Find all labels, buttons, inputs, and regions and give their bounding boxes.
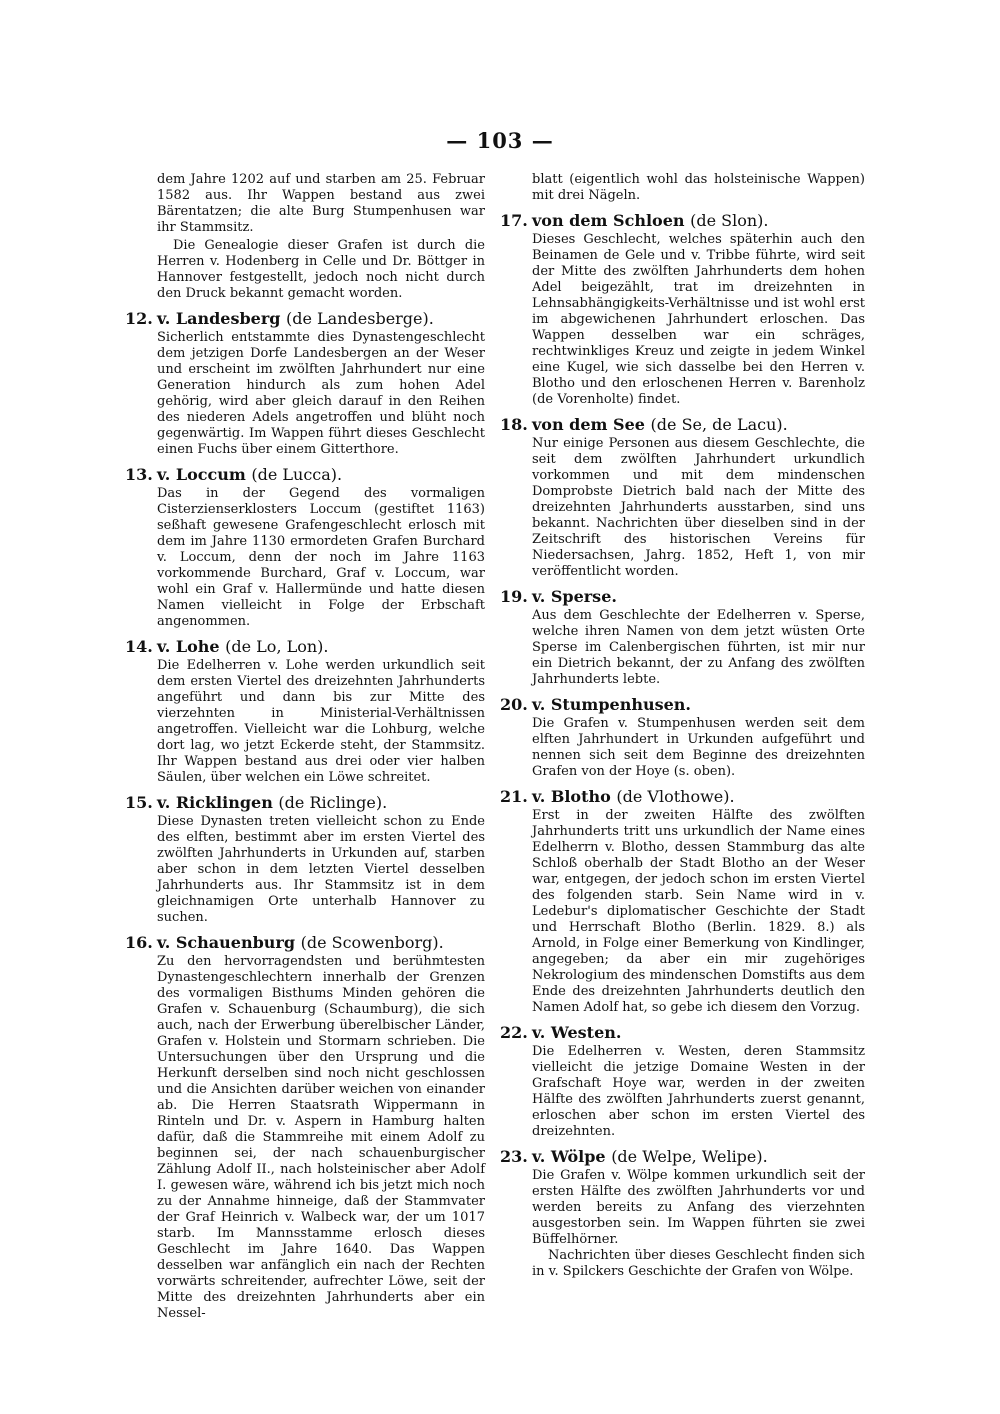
entry-number: 21.: [500, 787, 528, 806]
entry-heading: [500, 586, 865, 608]
entry-heading: [125, 932, 485, 954]
entry-number: 20.: [500, 695, 528, 714]
entry-21: [500, 786, 865, 1016]
entry-text: Die Grafen v. Stumpenhusen werden seit dem elften Jahrhundert in Urkunden aufgeführt und nennen sich seit dem Beginne des dreizehnten Grafen von der Hoye (s. oben).: [532, 716, 865, 779]
entry-text: Zu den hervorragendsten und berühmtesten Dynastengeschlechtern innerhalb der Grenzen des vormaligen Bisthums Minden gehören die Grafen v. Schauenburg (Schaumburg), die sich auch, nach der Erwerbung überelbischer Länder, Grafen v. Holstein und Stormarn schrieben. Die Untersuchungen über den Ursprung und die Herkunft derselben sind noch nicht geschlossen und die Ansichten darüber weichen von einander ab. Die Herren Staatsrath Wippermann in Rinteln und Dr. v. Aspern in Hamburg halten dafür, daß die Stammreihe mit einem Adolf zu beginnen sei, der nach schauenburgischer Zählung Adolf II., nach holsteinischer aber Adolf I. gewesen wäre, während ich bis jetzt mich noch zu der Annahme hinneige, daß der Stammvater der Graf Heinrich v. Walbeck war, der um 1017 starb. Im Mannsstamme erlosch dieses Geschlecht im Jahre 1640. Das Wappen desselben war anfänglich ein nach der Rechten vorwärts schreitender, aufrechter Löwe, seit der Mitte des dreizehnten Jahrhunderts aber ein Nessel-: [157, 954, 485, 1321]
entry-number: 12.: [125, 309, 153, 328]
entry-name: v. Wölpe: [532, 1147, 606, 1166]
entry-number: 17.: [500, 211, 528, 230]
entry-number: 14.: [125, 637, 153, 656]
entry-19: [500, 586, 865, 688]
entry-name: v. Stumpenhusen.: [532, 695, 691, 714]
entry-name: v. Schauenburg: [157, 933, 296, 952]
entry-heading: [500, 1022, 865, 1044]
entry-12: [125, 308, 485, 458]
entry-latin-name: (de Slon).: [690, 211, 769, 230]
entry-text: Nur einige Personen aus diesem Geschlechte, die seit dem zwölften Jahrhundert urkundlich vorkommen und mit dem mindenschen Domprobste Dietrich bald nach der Mitte des dreizehnten Jahrhunderts ausstarben, sind uns bekannt. Nachrichten über dieselben sind in der Zeitschrift des historischen Vereins für Niedersachsen, Jahrg. 1852, Heft 1, von mir veröffentlicht worden.: [532, 436, 865, 579]
entry-name: v. Blotho: [532, 787, 611, 806]
entry-name: v. Sperse.: [532, 587, 617, 606]
entry-latin-name: (de Lucca).: [251, 465, 343, 484]
entry-text: Die Edelherren v. Lohe werden urkundlich seit dem ersten Viertel des dreizehnten Jahrhunderts angeführt und dann bis zur Mitte des vierzehnten in Ministerial-Verhältnissen angetroffen. Vielleicht war die Lohburg, welche dort lag, wo jetzt Eckerde steht, der Stammsitz. Ihr Wappen bestand aus drei oder vier halben Säulen, über welchen ein Löwe schreitet.: [157, 658, 485, 785]
entry-heading: [500, 694, 865, 716]
entry-latin-name: (de Lo, Lon).: [225, 637, 329, 656]
entry-latin-name: (de Welpe, Welipe).: [611, 1147, 768, 1166]
entry-heading: [125, 464, 485, 486]
entry-14: [125, 636, 485, 786]
entry-text: Die Edelherren v. Westen, deren Stammsitz vielleicht die jetzige Domaine Westen in der Grafschaft Hoye war, werden in der zweiten Hälfte des zwölften Jahrhunderts zuerst genannt, erloschen aber schon im ersten Viertel des dreizehnten.: [532, 1044, 865, 1139]
entry-17: [500, 210, 865, 408]
entry-16: [125, 932, 485, 1322]
entry-name: von dem Schloen: [532, 211, 685, 230]
entry-latin-name: (de Vlothowe).: [616, 787, 735, 806]
entry-text: Erst in der zweiten Hälfte des zwölften Jahrhunderts tritt uns urkundlich der Name eines Edelherrn v. Blotho, dessen Stammburg das alte Schloß oberhalb der Stadt Blotho an der Weser war, entgegen, der jedoch schon im ersten Viertel des folgenden starb. Sein Name wird in v. Ledebur's diplomatischer Geschichte der Stadt und Herrschaft Blotho (Berlin. 1829. 8.) als Arnold, in Folge einer Bemerkung von Kindlinger, angegeben; da aber ein mir zugehöriges Nekrologium des mindenschen Domstifts aus dem Ende des dreizehnten Jahrhunderts deutlich den Namen Adolf hat, so gebe ich diesem den Vorzug.: [532, 808, 865, 1015]
entry-name: v. Lohe: [157, 637, 220, 656]
continued-paragraph: blatt (eigentlich wohl das holsteinische Wappen) mit drei Nägeln.: [532, 172, 865, 203]
continued-paragraph: dem Jahre 1202 auf und starben am 25. Februar 1582 aus. Ihr Wappen bestand aus zwei Bärentatzen; die alte Burg Stumpenhusen war ihr Stammsitz.: [157, 172, 485, 235]
entry-latin-name: (de Riclinge).: [278, 793, 388, 812]
entry-text: Diese Dynasten treten vielleicht schon zu Ende des elften, bestimmt aber im ersten Viertel des zwölften Jahrhunderts in Urkunden auf, starben aber schon in dem letzten Viertel desselben Jahrhunderts aus. Ihr Stammsitz ist in dem gleichnamigen Orte unterhalb Hannover zu suchen.: [157, 814, 485, 925]
entry-18: [500, 414, 865, 580]
entry-heading: [500, 414, 865, 436]
entry-heading: [500, 1146, 865, 1168]
entry-number: 19.: [500, 587, 528, 606]
entry-text-continued: Nachrichten über dieses Geschlecht finden sich in v. Spilckers Geschichte der Grafen von Wölpe.: [532, 1248, 865, 1279]
entry-20: [500, 694, 865, 780]
entry-text: Das in der Gegend des vormaligen Cisterzienserklosters Loccum (gestiftet 1163) seßhaft gewesene Grafengeschlecht erlosch mit dem im Jahre 1130 ermordeten Grafen Burchard v. Loccum, denn der noch im Jahre 1163 vorkommende Burchard, Graf v. Loccum, war wohl ein Graf v. Hallermünde und hatte diesen Namen vielleicht in Folge der Erbschaft angenommen.: [157, 486, 485, 629]
entry-heading: [125, 308, 485, 330]
entry-latin-name: (de Landesberge).: [286, 309, 434, 328]
entry-number: 23.: [500, 1147, 528, 1166]
entry-22: [500, 1022, 865, 1140]
genealogy-paragraph: Die Genealogie dieser Grafen ist durch die Herren v. Hodenberg in Celle und Dr. Böttger in Hannover festgestellt, jedoch noch nicht durch den Druck bekannt gemacht worden.: [157, 238, 485, 301]
entry-latin-name: (de Se, de Lacu).: [650, 415, 788, 434]
right-column: [500, 172, 865, 1280]
page-number: — 103 —: [446, 128, 554, 153]
entry-latin-name: (de Scowenborg).: [300, 933, 444, 952]
entry-heading: [125, 792, 485, 814]
entry-15: [125, 792, 485, 926]
entry-text: Sicherlich entstammte dies Dynastengeschlecht dem jetzigen Dorfe Landesbergen an der Weser und erscheint im zwölften Jahrhundert nur eine Generation hindurch als zum hohen Adel gehörig, wird aber gleich darauf in den Reihen des niederen Adels angetroffen und blüht noch gegenwärtig. Im Wappen führt dieses Geschlecht einen Fuchs über einem Gitterthore.: [157, 330, 485, 457]
entry-name: v. Ricklingen: [157, 793, 273, 812]
entry-13: [125, 464, 485, 630]
entry-text: Die Grafen v. Wölpe kommen urkundlich seit der ersten Hälfte des zwölften Jahrhunderts vor und werden bereits zu Anfang des vierzehnten ausgestorben sein. Im Wappen führten sie zwei Büffelhörner.: [532, 1168, 865, 1247]
entry-number: 13.: [125, 465, 153, 484]
entry-23: [500, 1146, 865, 1280]
entry-name: v. Landesberg: [157, 309, 281, 328]
entry-name: von dem See: [532, 415, 645, 434]
entry-number: 22.: [500, 1023, 528, 1042]
entry-name: v. Westen.: [532, 1023, 622, 1042]
entry-text: Dieses Geschlecht, welches späterhin auch den Beinamen de Gele und v. Tribbe führte, wird seit der Mitte des zwölften Jahrhunderts dem hohen Adel beigezählt, trat im dreizehnten in Lehnsabhängigkeits-Verhältnisse und ist wohl erst im abgewichenen Jahrhundert erloschen. Das Wappen desselben war ein schräges, rechtwinkliges Kreuz und zeigte in jedem Winkel eine Kugel, wie sich dasselbe bei den Herren v. Blotho und den erloschenen Herren v. Barenholz (de Vorenholte) findet.: [532, 232, 865, 407]
left-column: [125, 172, 485, 1322]
entry-name: v. Loccum: [157, 465, 246, 484]
entry-heading: [500, 210, 865, 232]
entry-number: 16.: [125, 933, 153, 952]
entry-text: Aus dem Geschlechte der Edelherren v. Sperse, welche ihren Namen von dem jetzt wüsten Orte Sperse im Calenbergischen führten, ist mir nur ein Dietrich bekannt, der zu Anfang des zwölften Jahrhunderts lebte.: [532, 608, 865, 687]
entry-number: 18.: [500, 415, 528, 434]
entry-heading: [125, 636, 485, 658]
entry-heading: [500, 786, 865, 808]
entry-number: 15.: [125, 793, 153, 812]
